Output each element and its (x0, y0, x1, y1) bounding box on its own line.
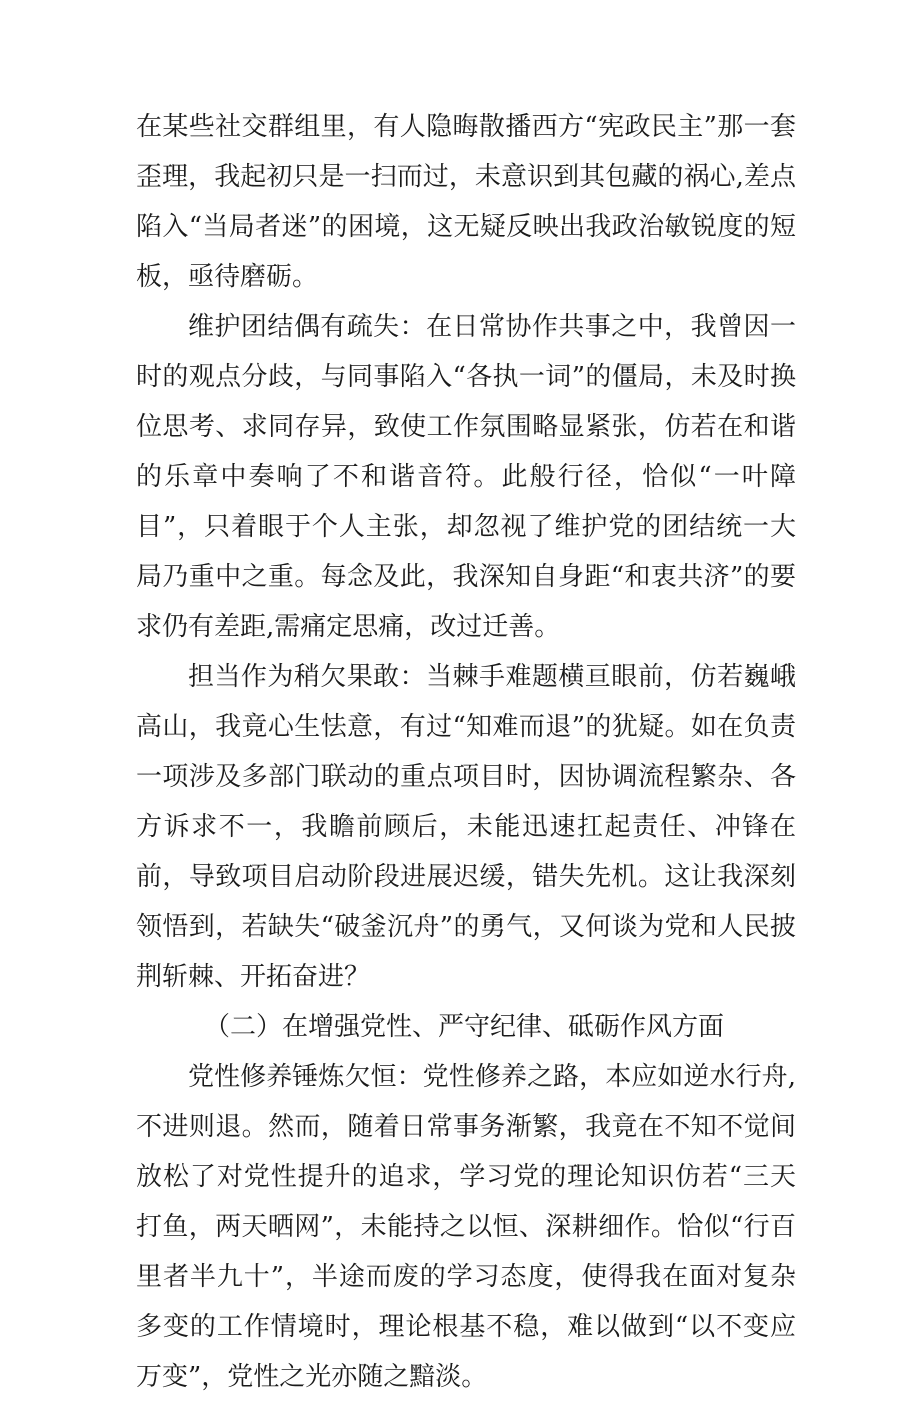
section-heading: （二）在增强党性、严守纪律、砥砺作风方面 (204, 1012, 725, 1042)
paragraph-party-spirit: 党性修养锤炼欠恒：党性修养之路，本应如逆水行舟,不进则退。然而，随着日常事务渐繁，我竟在不知不觉间放松了对党性提升的追求，学习党的理论知识仿若“三天打鱼，两天晒网”，未能持之以恒、深耕细作。恰似“行百里者半九十”，半途而废的学习态度，使得我在面对复杂多变的工作情境时，理论根基不稳，难以做到“以不变应万变”，党性之光亦随之黯淡。 (136, 1062, 796, 1392)
paragraph-continued: 在某些社交群组里，有人隐晦散播西方“宪政民主”那一套歪理，我起初只是一扫而过，未意识到其包藏的祸心,差点陷入“当局者迷”的困境，这无疑反映出我政治敏锐度的短板，亟待磨砺。 (136, 112, 796, 292)
paragraph-responsibility: 担当作为稍欠果敢：当棘手难题横亘眼前，仿若巍峨高山，我竟心生怯意，有过“知难而退”的犹疑。如在负责一项涉及多部门联动的重点项目时，因协调流程繁杂、各方诉求不一，我瞻前顾后，未能迅速扛起责任、冲锋在前，导致项目启动阶段进展迟缓，错失先机。这让我深刻领悟到，若缺失“破釜沉舟”的勇气，又何谈为党和人民披荆斩棘、开拓奋进？ (136, 662, 796, 992)
document-body (136, 102, 796, 1402)
paragraph-unity: 维护团结偶有疏失：在日常协作共事之中，我曾因一时的观点分歧，与同事陷入“各执一词”的僵局，未及时换位思考、求同存异，致使工作氛围略显紧张，仿若在和谐的乐章中奏响了不和谐音符。此般行径，恰似“一叶障目”，只着眼于个人主张，却忽视了维护党的团结统一大局乃重中之重。每念及此，我深知自身距“和衷共济”的要求仍有差距,需痛定思痛，改过迁善。 (136, 312, 796, 642)
